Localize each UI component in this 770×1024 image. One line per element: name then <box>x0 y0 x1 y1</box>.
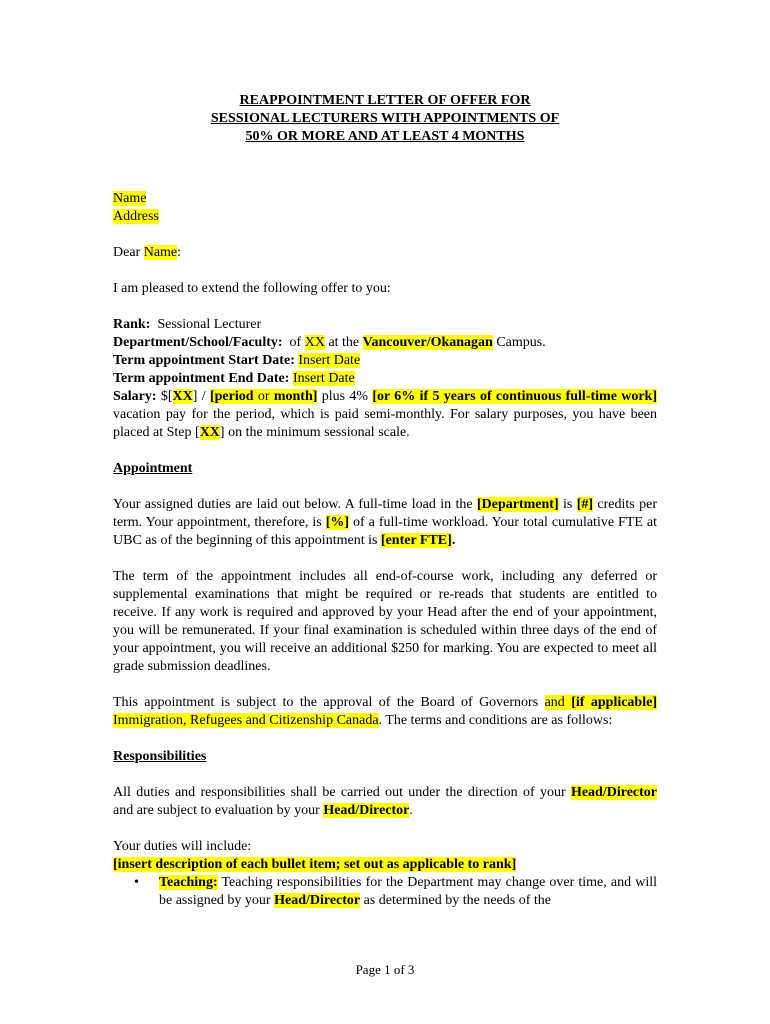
responsibilities-heading: Responsibilities <box>113 749 207 764</box>
title-line-3: 50% OR MORE AND AT LEAST 4 MONTHS <box>245 129 525 144</box>
end-date-line: Term appointment End Date: Insert Date <box>113 371 355 386</box>
appointment-paragraph-3: This appointment is subject to the approval of the Board of Governors and [if applicable] Immigration, Refugees and Citizenship Canada. The terms and conditions are as follows: <box>113 695 657 728</box>
recipient-name: Name <box>113 191 147 206</box>
bullet-icon: • <box>134 875 139 890</box>
duties-list <box>113 874 657 910</box>
appointment-heading: Appointment <box>113 461 193 476</box>
salutation: Dear Name: <box>113 245 182 260</box>
letter-title <box>113 92 657 146</box>
appointment-paragraph-1: Your assigned duties are laid out below. A full-time load in the [Department] is [#] credits per term. Your appointment, therefore, is [%] of a full-time workload. Your total cumulative FTE at UBC as of the beginning of this appointment is [enter FTE]. <box>113 497 657 548</box>
intro-text: I am pleased to extend the following offer to you: <box>113 281 391 296</box>
insert-note: [insert description of each bullet item; set out as applicable to rank] <box>113 857 517 872</box>
salary-line: Salary: $[XX] / [period or month] plus 4% [or 6% if 5 years of continuous full-time work] vacation pay for the period, which is paid semi-monthly. For salary purposes, you have been placed at Step [XX] on the minimum sessional scale. <box>113 389 657 440</box>
recipient-address: Address <box>113 209 159 224</box>
responsibilities-paragraph-1: All duties and responsibilities shall be carried out under the direction of your Head/Director and are subject to evaluation by your Head/Director. <box>113 785 657 818</box>
letter-body <box>113 92 657 910</box>
title-line-2: SESSIONAL LECTURERS WITH APPOINTMENTS OF <box>210 111 560 126</box>
appointment-paragraph-2: The term of the appointment includes all end-of-course work, including any deferred or supplemental examinations that might be required or re-reads that students are entitled to receive. If any work is required and approved by your Head after the end of your appointment, you will be remunerated. If your final examination is scheduled within three days of the end of your appointment, you will receive an additional $250 for marking. You are expected to meet all grade submission deadlines. <box>113 569 657 674</box>
start-date-line: Term appointment Start Date: Insert Date <box>113 353 361 368</box>
rank-line: Rank: Sessional Lecturer <box>113 317 262 332</box>
department-line: Department/School/Faculty: of XX at the Vancouver/Okanagan Campus. <box>113 335 546 350</box>
page-number: Page 1 of 3 <box>355 962 415 977</box>
list-item: • Teaching: Teaching responsibilities for the Department may change over time, and will be assigned by your Head/Director as determined by the needs of the <box>134 875 657 908</box>
recipient-block <box>113 190 657 226</box>
salutation-name: Name <box>143 245 178 260</box>
duties-intro: Your duties will include: <box>113 839 252 854</box>
offer-details <box>113 316 657 442</box>
title-line-1: REAPPOINTMENT LETTER OF OFFER FOR <box>239 93 531 108</box>
